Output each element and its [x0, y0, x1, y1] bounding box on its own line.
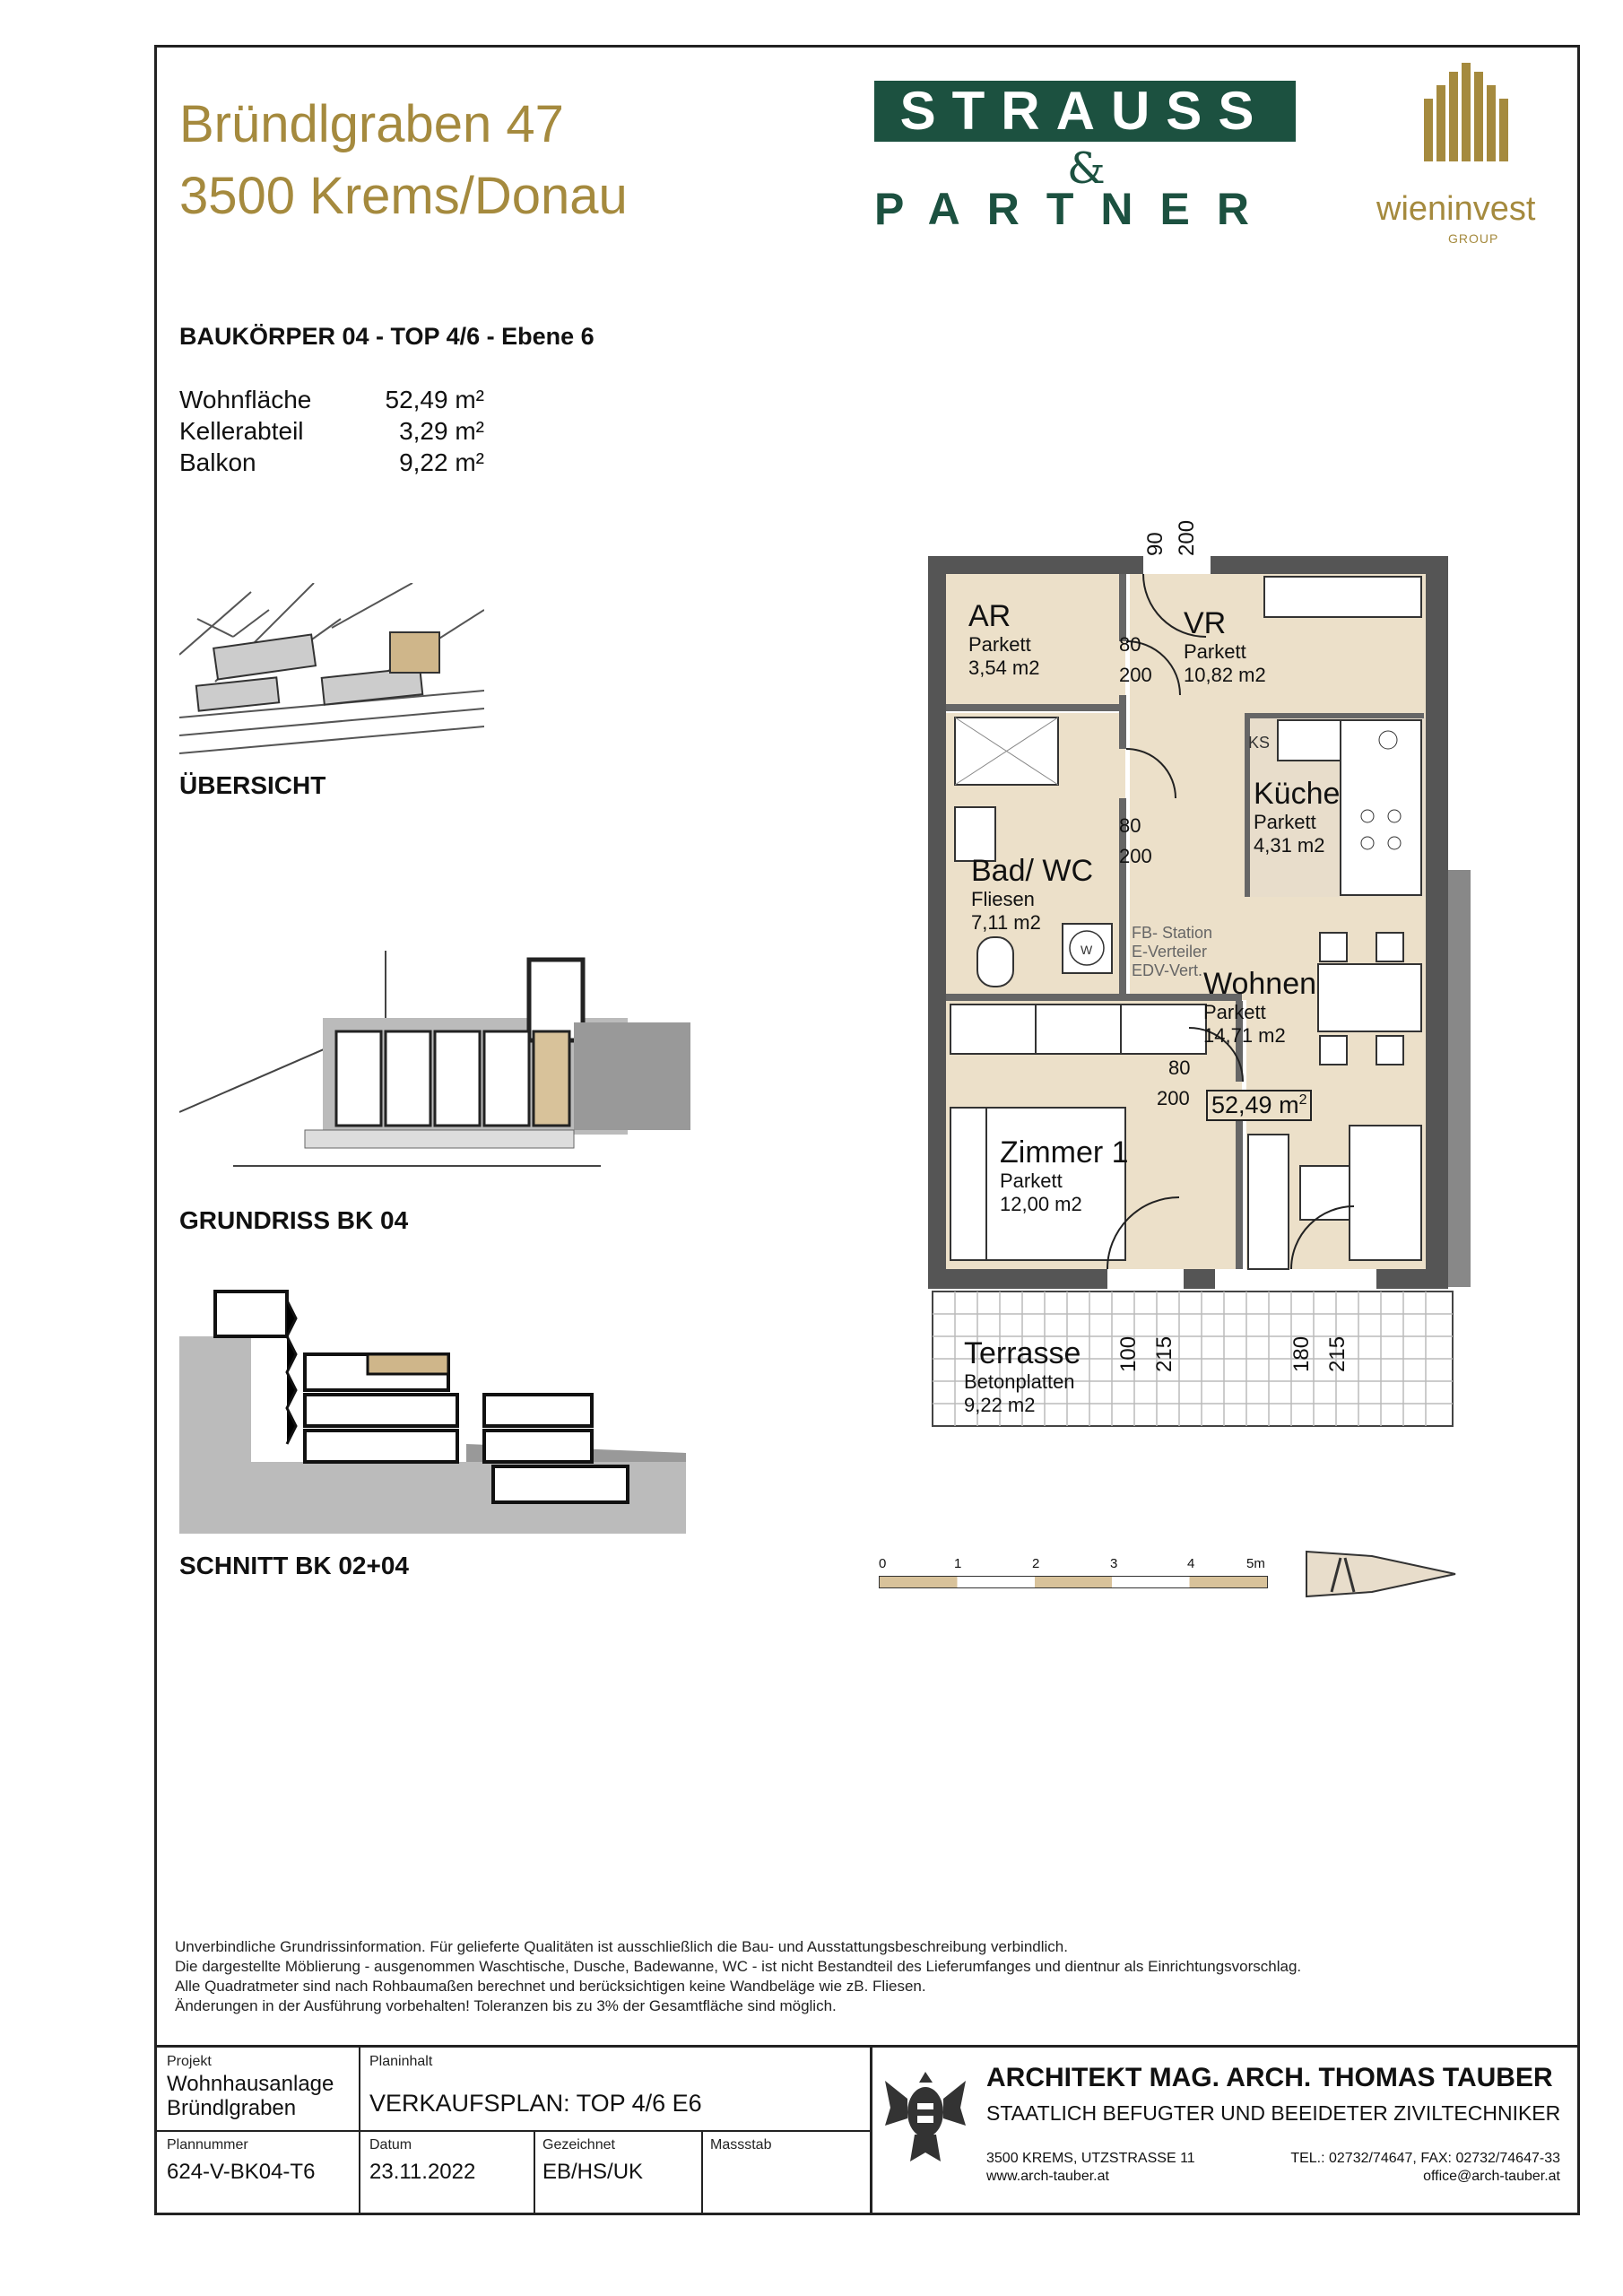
area-row: Kellerabteil 3,29 m²	[179, 417, 484, 445]
terrace-door-2-height: 215	[1325, 1335, 1350, 1372]
planinhalt-value: VERKAUFSPLAN: TOP 4/6 E6	[369, 2090, 702, 2117]
ks-label: KS	[1248, 734, 1271, 752]
entry-door-width: 90	[1143, 532, 1167, 556]
planinhalt-label: Planinhalt	[369, 2054, 433, 2069]
washing-machine-label: W	[1081, 943, 1093, 957]
architect-website[interactable]: www.arch-tauber.at	[986, 2169, 1109, 2184]
room-wohnen: Wohnen Parkett 14,71 m2	[1203, 967, 1317, 1047]
title-block-row-rule	[154, 2130, 872, 2132]
strauss-logo: STRAUSS	[874, 81, 1296, 142]
architect-name: ARCHITEKT MAG. ARCH. THOMAS TAUBER	[986, 2063, 1553, 2092]
cross-section-label: SCHNITT BK 02+04	[179, 1552, 409, 1579]
projekt-value-2: Bründlgraben	[167, 2096, 297, 2120]
wieninvest-logo-text: wieninvest	[1376, 190, 1536, 228]
terrace-door-2-width: 180	[1289, 1335, 1314, 1372]
wieninvest-group-text: GROUP	[1448, 231, 1499, 246]
building-floor-plan-thumbnail	[179, 951, 690, 1193]
overview-label: ÜBERSICHT	[179, 771, 326, 799]
title-block-divider	[359, 2045, 360, 2215]
bad-door-width: 80	[1119, 814, 1141, 837]
cross-section-thumbnail	[179, 1283, 686, 1534]
ar-door-width: 80	[1119, 633, 1141, 656]
station-labels: FB- Station E-Verteiler EDV-Vert.	[1132, 924, 1213, 979]
zimmer-door-height: 200	[1157, 1087, 1190, 1109]
gezeichnet-label: Gezeichnet	[542, 2137, 615, 2152]
massstab-label: Massstab	[710, 2137, 772, 2152]
plannummer-label: Plannummer	[167, 2137, 248, 2152]
total-area-box: 52,49 $m^2$	[1206, 1090, 1312, 1121]
projekt-label: Projekt	[167, 2054, 212, 2069]
area-row: Wohnfläche 52,49 m²	[179, 386, 484, 413]
ar-door-height: 200	[1119, 664, 1152, 686]
area-table	[179, 384, 484, 478]
terrace-door-1-width: 100	[1116, 1335, 1141, 1372]
partner-logo-text: PARTNER	[874, 184, 1276, 234]
room-kueche: Küche Parkett 4,31 m2	[1254, 777, 1341, 857]
scale-bar: 0 1 2 3 4 5m	[879, 1556, 1273, 1592]
plannummer-value: 624-V-BK04-T6	[167, 2160, 316, 2184]
projekt-value-1: Wohnhausanlage	[167, 2072, 334, 2096]
north-arrow-icon	[1305, 1547, 1457, 1601]
bad-door-height: 200	[1119, 845, 1152, 867]
ampersand-glyph: &	[1067, 144, 1106, 194]
architect-address: 3500 KREMS, UTZSTRASSE 11	[986, 2151, 1195, 2166]
entry-door-height: 200	[1175, 519, 1199, 556]
area-row: Balkon 9,22 m²	[179, 448, 484, 476]
disclaimer: Unverbindliche Grundrissinformation. Für gelieferte Qualitäten ist ausschließlich die Bau- und Ausstattungsbeschreibung verbindlich. Die dargestellte Möblierung - ausgenommen Waschtische, Dusche, Badewanne, WC - ist nicht Bestandteil des Lieferumfanges und dientnur als Einrichtungsvorschlag. Alle Quadratmeter sind nach Rohbaumaßen berechnet und berücksichtigen keine Wandbeläge wie zB. Fliesen. Änderungen in der Ausführung vorbehalten! Toleranzen bis zu 3% der Gesamtfläche sind möglich.	[175, 1938, 1302, 2014]
datum-value: 23.11.2022	[369, 2160, 476, 2184]
site-overview-map	[179, 583, 484, 758]
unit-heading: BAUKÖRPER 04 - TOP 4/6 - Ebene 6	[179, 323, 595, 350]
room-vr: VR Parkett 10,82 m2	[1184, 606, 1266, 686]
room-zimmer-1: Zimmer 1 Parkett 12,00 m2	[1000, 1135, 1129, 1215]
title-block-divider	[870, 2045, 872, 2215]
room-ar: AR Parkett 3,54 m2	[968, 599, 1040, 679]
gezeichnet-value: EB/HS/UK	[542, 2160, 644, 2184]
floor-plan-label: GRUNDRISS BK 04	[179, 1206, 409, 1234]
room-terrasse: Terrasse Betonplatten 9,22 m2	[964, 1336, 1081, 1416]
room-bad-wc: Bad/ WC Fliesen 7,11 m2	[971, 854, 1094, 934]
title-block-divider	[701, 2130, 703, 2215]
datum-label: Datum	[369, 2137, 412, 2152]
architect-email[interactable]: office@arch-tauber.at	[1423, 2169, 1560, 2184]
address-line-2: 3500 Krems/Donau	[179, 167, 628, 225]
zimmer-door-width: 80	[1168, 1057, 1191, 1079]
terrace-door-1-height: 215	[1152, 1335, 1176, 1372]
wieninvest-emblem-icon	[1417, 63, 1524, 166]
architect-phone: TEL.: 02732/74647, FAX: 02732/74647-33	[1290, 2151, 1560, 2166]
title-block-divider	[534, 2130, 535, 2215]
address-line-1: Bründlgraben 47	[179, 95, 564, 153]
austrian-eagle-icon	[883, 2063, 968, 2170]
title-block-top-rule	[154, 2045, 1580, 2048]
architect-title: STAATLICH BEFUGTER UND BEEIDETER ZIVILTECHNIKER	[986, 2101, 1561, 2125]
